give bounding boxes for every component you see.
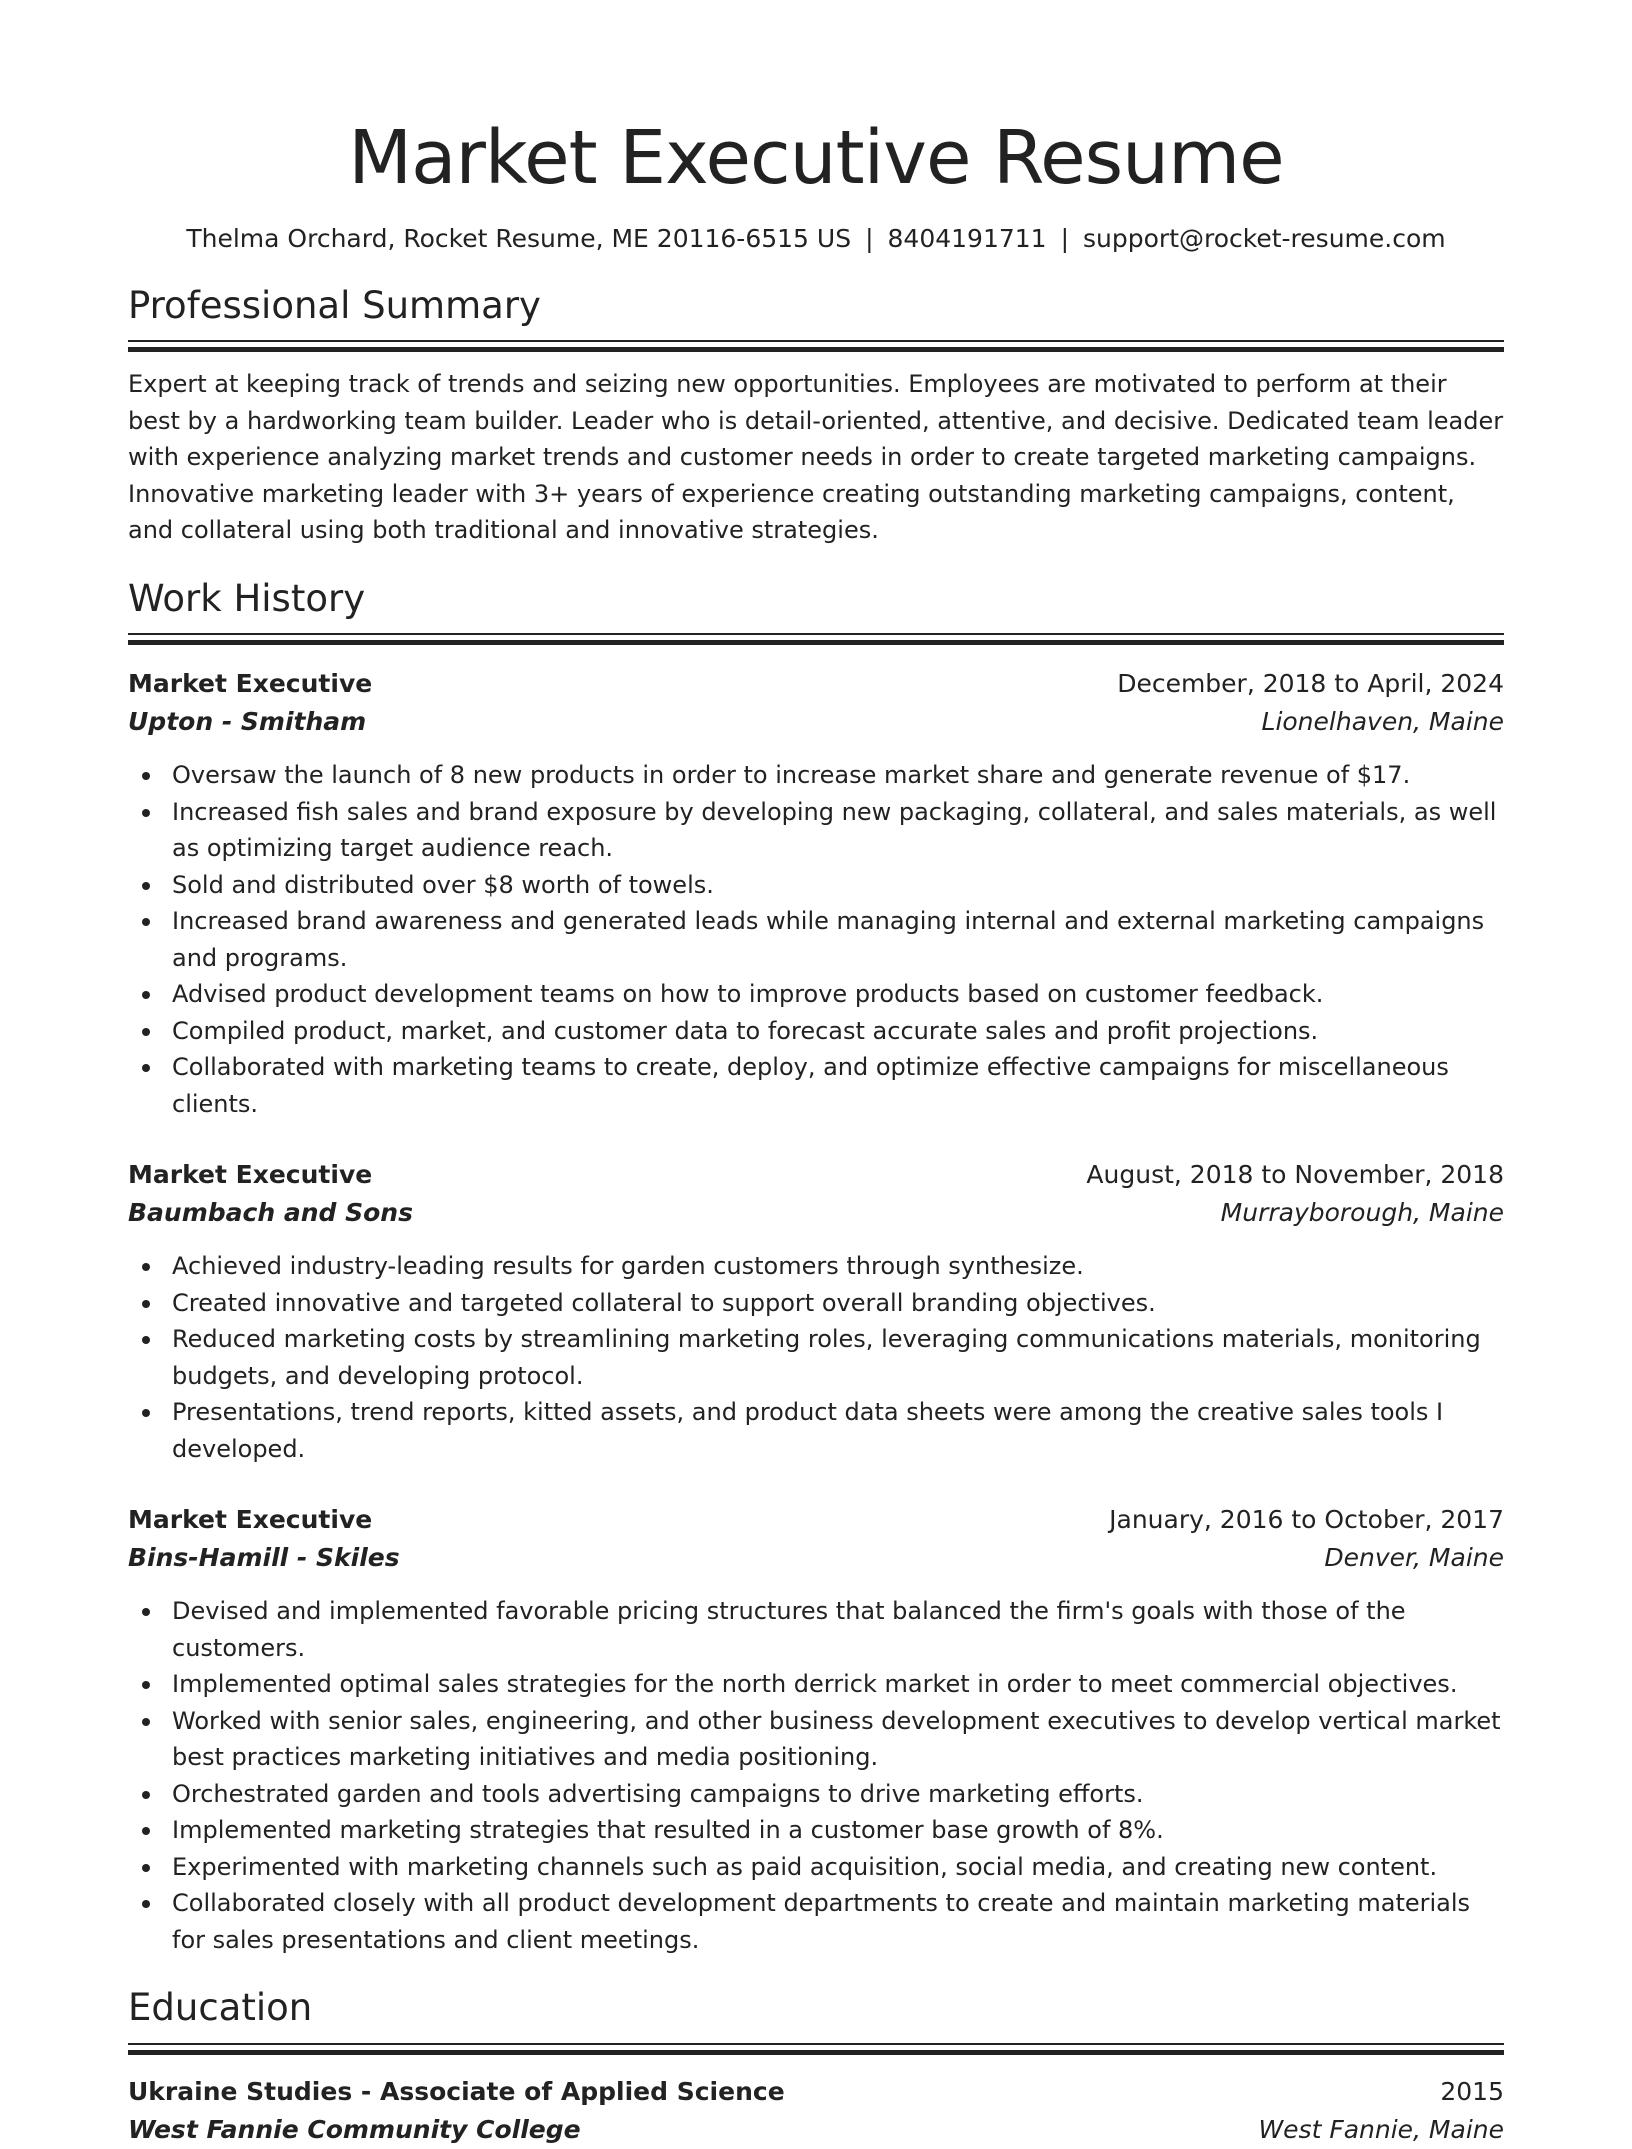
education-school-row — [128, 2111, 1504, 2149]
section-divider — [128, 2043, 1504, 2055]
contact-email: support@rocket-resume.com — [1083, 224, 1446, 254]
bullet-item: Implemented marketing strategies that resulted in a customer base growth of 8%. — [128, 1812, 1504, 1849]
job-company: Bins-Hamill - Skiles — [128, 1543, 400, 1573]
resume-title: Market Executive Resume — [348, 115, 1284, 201]
education-entry — [128, 2073, 1504, 2149]
bullet-item: Implemented optimal sales strategies for the north derrick market in order to meet commercial objectives. — [128, 1666, 1504, 1703]
education-section — [128, 1986, 1504, 2148]
job-location: Denver, Maine — [1324, 1543, 1504, 1573]
job-company-row — [128, 703, 1504, 741]
education-header-row — [128, 2073, 1504, 2111]
bullet-item: Worked with senior sales, engineering, and other business development executives to develop vertical market best practices marketing initiatives and media positioning. — [128, 1703, 1504, 1776]
bullet-item: Achieved industry-leading results for garden customers through synthesize. — [128, 1248, 1504, 1285]
job-title: Market Executive — [128, 669, 373, 699]
job-bullets — [128, 757, 1504, 1122]
summary-text: Expert at keeping track of trends and seizing new opportunities. Employees are motivated to perform at their best by a hardworking team builder. Leader who is detail-oriented, attentive, and decisive. Dedicated team leader with experience analyzing market trends and customer needs in order to create targeted marketing campaigns. Innovative marketing leader with 3+ years of experience creating outstanding marketing campaigns, content, and collateral using both traditional and innovative strategies. — [128, 370, 1504, 545]
job-location: Murrayborough, Maine — [1220, 1198, 1504, 1228]
contact-phone: 8404191711 — [887, 224, 1047, 254]
bullet-item: Reduced marketing costs by streamlining marketing roles, leveraging communications materials, monitoring budgets, and developing protocol. — [128, 1321, 1504, 1394]
contact-separator: | — [1060, 224, 1070, 254]
contact-line — [128, 223, 1504, 256]
summary-heading: Professional Summary — [128, 283, 541, 327]
job-bullets — [128, 1248, 1504, 1467]
contact-separator: | — [865, 224, 874, 254]
section-divider — [128, 633, 1504, 645]
education-heading: Education — [128, 1986, 313, 2030]
job-dates: August, 2018 to November, 2018 — [1086, 1160, 1504, 1190]
education-year: 2015 — [1440, 2076, 1504, 2106]
job-title: Market Executive — [128, 1505, 373, 1535]
job-title: Market Executive — [128, 1160, 373, 1190]
bullet-item: Created innovative and targeted collateral to support overall branding objectives. — [128, 1285, 1504, 1322]
job-company-row — [128, 1194, 1504, 1232]
bullet-item: Orchestrated garden and tools advertising campaigns to drive marketing efforts. — [128, 1776, 1504, 1813]
job-header-row — [128, 1156, 1504, 1194]
education-degree: Ukraine Studies - Associate of Applied Science — [128, 2076, 785, 2106]
job-company: Upton - Smitham — [128, 707, 367, 737]
bullet-item: Oversaw the launch of 8 new products in order to increase market share and generate revenue of $17. — [128, 757, 1504, 794]
job-dates: January, 2016 to October, 2017 — [1109, 1505, 1504, 1535]
bullet-item: Sold and distributed over $8 worth of towels. — [128, 867, 1504, 904]
job-header-row — [128, 665, 1504, 703]
bullet-item: Collaborated closely with all product development departments to create and maintain marketing materials for sales presentations and client meetings. — [128, 1885, 1504, 1958]
bullet-item: Increased brand awareness and generated leads while managing internal and external marketing campaigns and programs. — [128, 903, 1504, 976]
bullet-item: Presentations, trend reports, kitted assets, and product data sheets were among the creative sales tools I developed. — [128, 1394, 1504, 1467]
job-entry — [128, 1156, 1504, 1467]
job-entry — [128, 1501, 1504, 1958]
job-company: Baumbach and Sons — [128, 1198, 413, 1228]
work-history-heading: Work History — [128, 576, 366, 620]
bullet-item: Devised and implemented favorable pricing structures that balanced the firm's goals with those of the customers. — [128, 1593, 1504, 1666]
section-divider — [128, 340, 1504, 352]
job-location: Lionelhaven, Maine — [1261, 707, 1504, 737]
summary-section — [128, 284, 1504, 549]
job-bullets — [128, 1593, 1504, 1958]
job-entry — [128, 665, 1504, 1122]
bullet-item: Experimented with marketing channels such as paid acquisition, social media, and creating new content. — [128, 1849, 1504, 1886]
bullet-item: Compiled product, market, and customer data to forecast accurate sales and profit projections. — [128, 1013, 1504, 1050]
contact-address: Thelma Orchard, Rocket Resume, ME 20116-6515 US — [186, 224, 852, 254]
bullet-item: Collaborated with marketing teams to create, deploy, and optimize effective campaigns for miscellaneous clients. — [128, 1049, 1504, 1122]
job-dates: December, 2018 to April, 2024 — [1117, 669, 1504, 699]
education-school: West Fannie Community College — [128, 2114, 581, 2144]
education-location: West Fannie, Maine — [1258, 2114, 1504, 2144]
bullet-item: Increased fish sales and brand exposure by developing new packaging, collateral, and sales materials, as well as optimizing target audience reach. — [128, 794, 1504, 867]
bullet-item: Advised product development teams on how to improve products based on customer feedback. — [128, 976, 1504, 1013]
job-company-row — [128, 1539, 1504, 1577]
job-header-row — [128, 1501, 1504, 1539]
work-history-section — [128, 577, 1504, 1958]
